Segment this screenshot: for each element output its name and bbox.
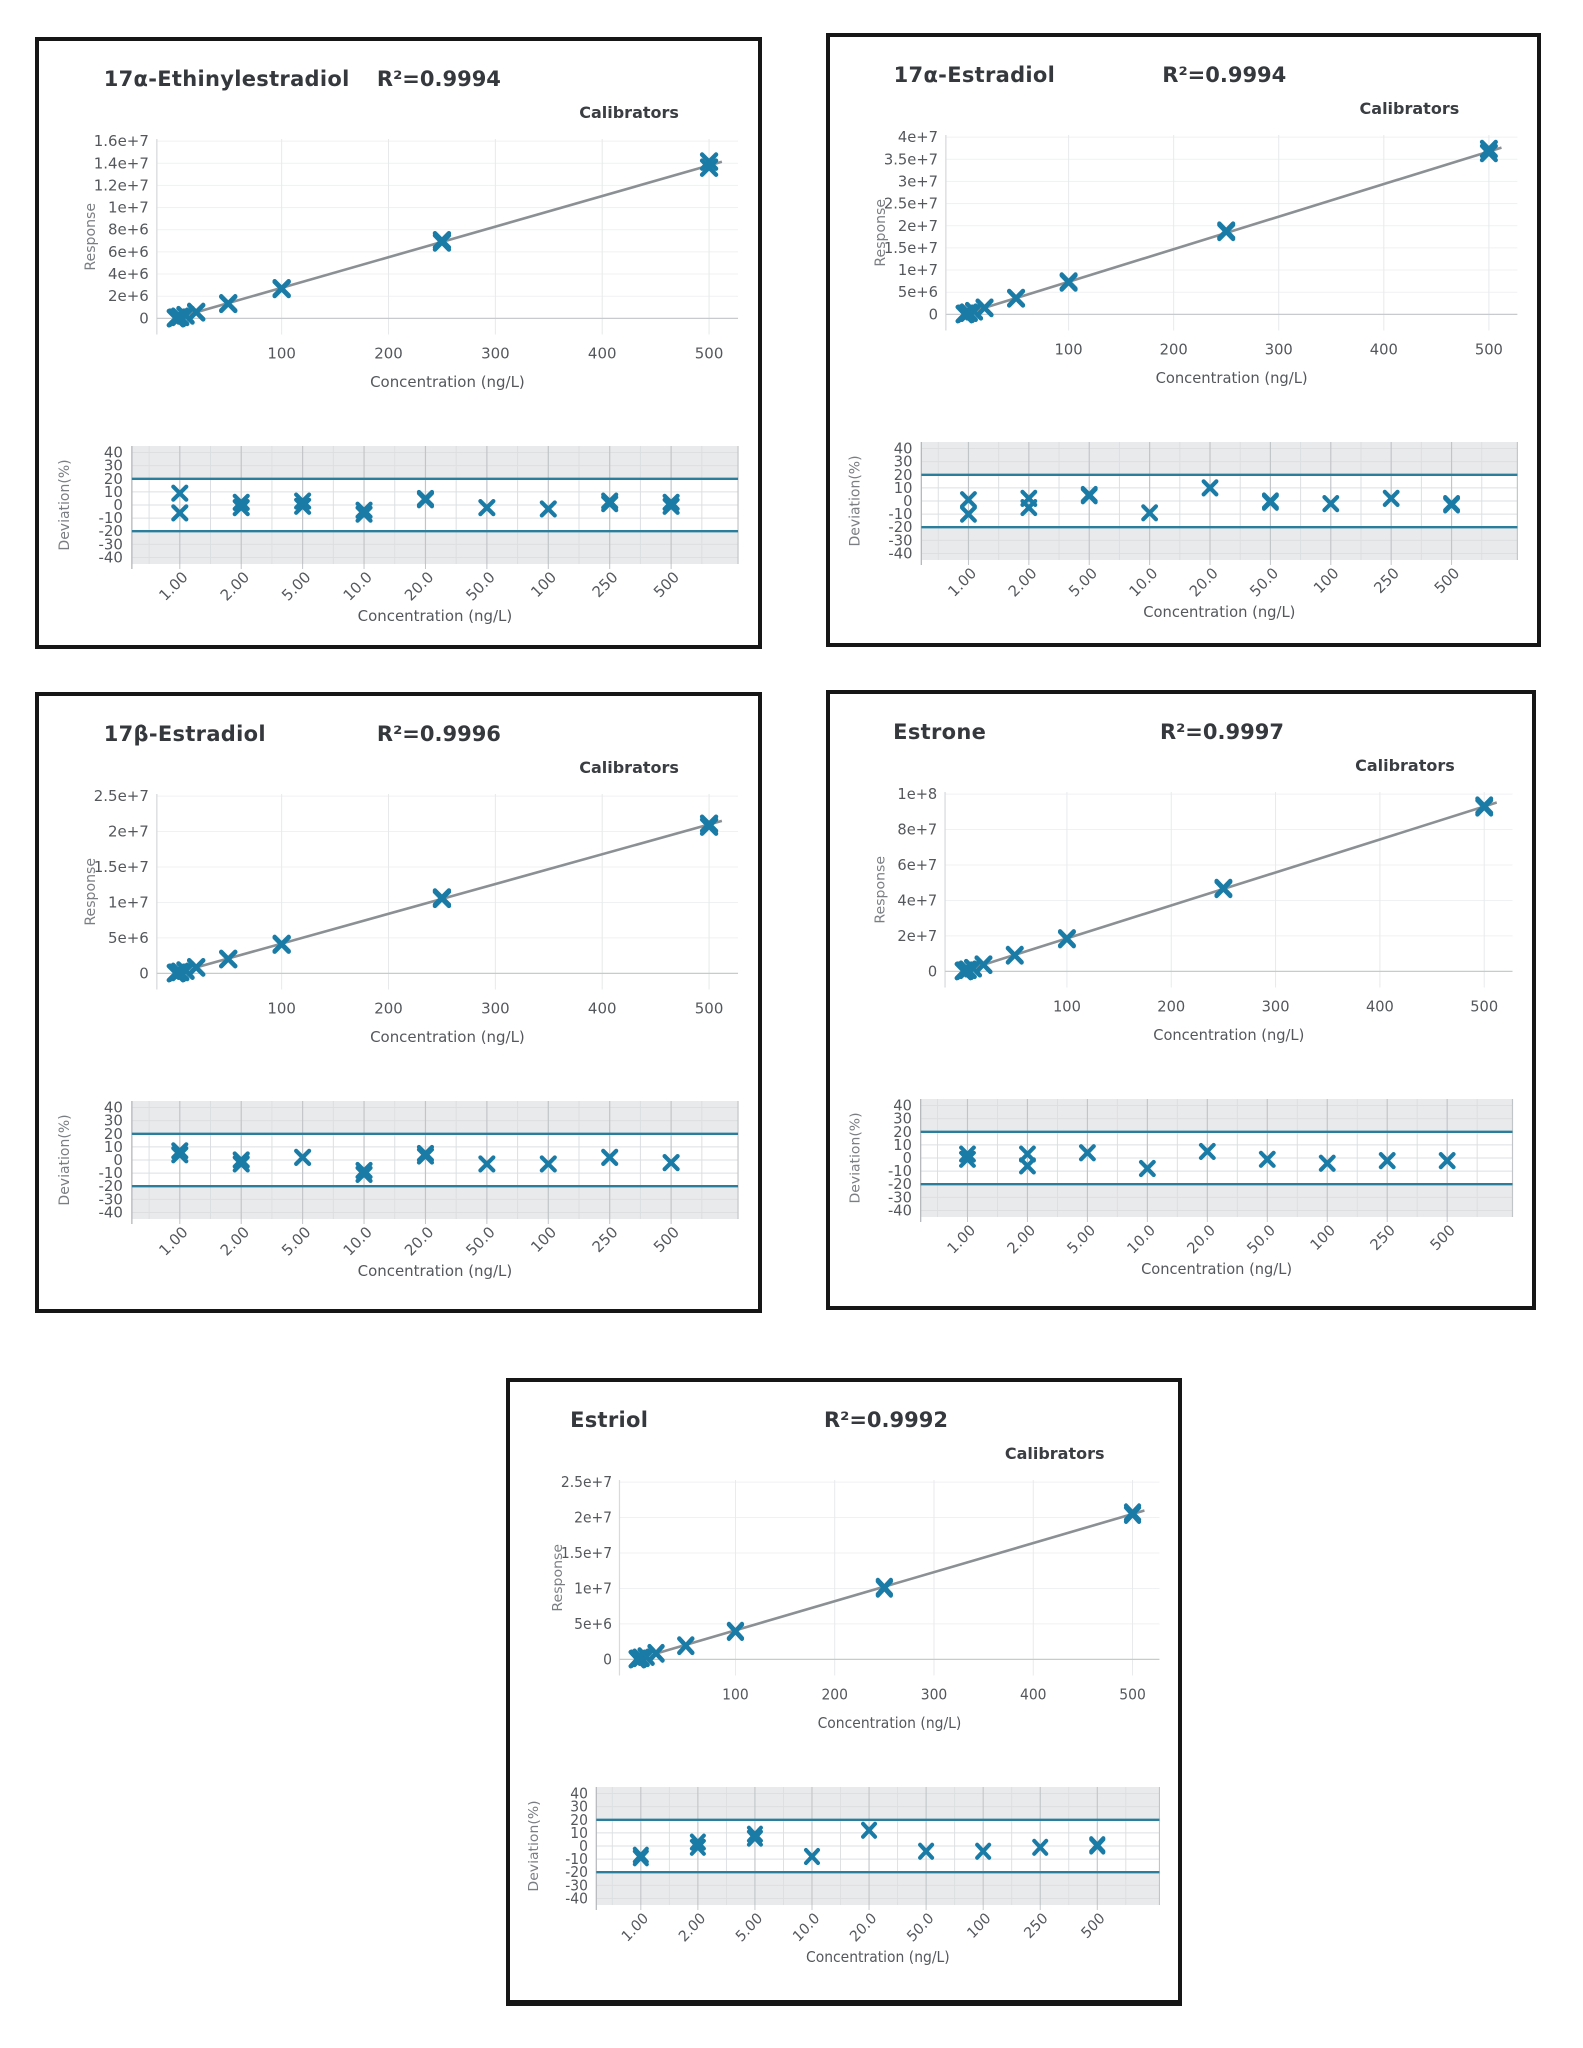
- svg-text:-30: -30: [888, 531, 913, 550]
- panel-title: 17β-Estradiol: [103, 722, 266, 746]
- svg-text:0: 0: [113, 1150, 123, 1170]
- svg-text:5.00: 5.00: [1065, 564, 1101, 601]
- svg-text:-30: -30: [888, 1189, 912, 1207]
- svg-text:10.0: 10.0: [1124, 1221, 1159, 1258]
- panel-title: Estrone: [893, 720, 987, 744]
- svg-text:20: 20: [570, 1812, 588, 1829]
- calibration-curve-chart: [39, 786, 758, 1058]
- svg-text:-20: -20: [888, 1176, 912, 1194]
- svg-text:10: 10: [103, 1137, 123, 1156]
- svg-text:40: 40: [103, 443, 123, 462]
- svg-text:100: 100: [267, 999, 296, 1018]
- svg-text:0: 0: [927, 962, 938, 981]
- svg-text:30: 30: [103, 456, 123, 475]
- svg-text:5.00: 5.00: [1064, 1221, 1099, 1258]
- svg-text:500: 500: [650, 1223, 683, 1257]
- svg-text:1.00: 1.00: [155, 1223, 192, 1260]
- svg-text:0: 0: [139, 309, 149, 328]
- svg-text:400: 400: [1365, 997, 1394, 1016]
- legend-label: Calibrators: [1355, 756, 1455, 775]
- svg-text:Response: Response: [872, 855, 889, 924]
- svg-text:1e+7: 1e+7: [897, 260, 939, 280]
- svg-text:Concentration (ng/L): Concentration (ng/L): [357, 1261, 513, 1281]
- svg-text:10.0: 10.0: [339, 1223, 376, 1260]
- svg-text:-20: -20: [98, 522, 123, 541]
- svg-text:1.2e+7: 1.2e+7: [93, 176, 149, 195]
- svg-text:Response: Response: [82, 202, 99, 271]
- svg-text:500: 500: [1427, 1221, 1459, 1255]
- svg-text:1.5e+7: 1.5e+7: [883, 238, 939, 257]
- svg-text:500: 500: [694, 999, 724, 1018]
- svg-text:-40: -40: [98, 548, 123, 567]
- legend-label: Calibrators: [1359, 99, 1460, 118]
- svg-text:0: 0: [603, 1651, 613, 1669]
- svg-text:-40: -40: [98, 1203, 123, 1222]
- svg-text:-40: -40: [888, 1202, 912, 1220]
- deviation-chart: [830, 425, 1537, 625]
- svg-text:4e+6: 4e+6: [108, 265, 149, 284]
- chart-legend: [510, 1444, 1178, 1470]
- svg-text:50.0: 50.0: [1243, 1221, 1279, 1258]
- svg-text:-10: -10: [98, 1164, 123, 1183]
- svg-text:400: 400: [1019, 1687, 1047, 1704]
- panel-header: [39, 67, 758, 97]
- svg-text:250: 250: [1021, 1910, 1052, 1943]
- svg-text:2.00: 2.00: [1004, 564, 1041, 601]
- svg-text:-40: -40: [888, 544, 913, 563]
- svg-text:Deviation(%): Deviation(%): [847, 455, 864, 547]
- svg-text:40: 40: [570, 1786, 588, 1803]
- svg-text:300: 300: [1264, 340, 1293, 359]
- svg-text:1.4e+7: 1.4e+7: [93, 154, 149, 173]
- svg-text:500: 500: [1119, 1687, 1146, 1704]
- svg-text:1.5e+7: 1.5e+7: [93, 857, 149, 877]
- svg-text:2.5e+7: 2.5e+7: [883, 194, 939, 213]
- svg-text:20.0: 20.0: [400, 568, 438, 605]
- svg-text:500: 500: [1474, 340, 1503, 359]
- panel-title: Estriol: [570, 1408, 649, 1432]
- svg-text:400: 400: [1369, 340, 1398, 359]
- svg-text:0: 0: [579, 1838, 588, 1856]
- svg-text:2.00: 2.00: [676, 1910, 709, 1946]
- svg-text:200: 200: [1157, 997, 1186, 1016]
- svg-text:2.00: 2.00: [1004, 1221, 1040, 1258]
- svg-text:Concentration (ng/L): Concentration (ng/L): [370, 1027, 525, 1046]
- svg-text:5.00: 5.00: [278, 568, 315, 605]
- svg-text:200: 200: [1159, 340, 1188, 359]
- calibration-curve-chart: [830, 784, 1532, 1056]
- svg-text:-30: -30: [98, 1190, 123, 1209]
- svg-text:1.00: 1.00: [944, 564, 981, 601]
- svg-text:Response: Response: [873, 198, 889, 267]
- svg-text:1.6e+7: 1.6e+7: [93, 132, 149, 151]
- svg-text:0: 0: [139, 964, 149, 983]
- panel-title: 17α-Ethinylestradiol: [103, 67, 350, 91]
- svg-text:100: 100: [1309, 564, 1343, 598]
- svg-text:-10: -10: [888, 504, 913, 524]
- svg-text:50.0: 50.0: [462, 568, 499, 605]
- svg-text:Concentration (ng/L): Concentration (ng/L): [806, 1949, 950, 1967]
- svg-text:4e+7: 4e+7: [897, 127, 939, 147]
- svg-text:0: 0: [902, 1149, 912, 1168]
- svg-text:300: 300: [481, 344, 510, 363]
- svg-text:1e+7: 1e+7: [574, 1581, 613, 1598]
- svg-text:Response: Response: [550, 1543, 566, 1612]
- svg-text:20.0: 20.0: [400, 1223, 438, 1260]
- chart-legend: [39, 103, 758, 129]
- svg-text:50.0: 50.0: [462, 1223, 499, 1260]
- svg-text:30: 30: [893, 1110, 912, 1128]
- svg-text:1e+8: 1e+8: [897, 784, 938, 804]
- svg-text:10: 10: [893, 478, 913, 497]
- svg-text:10: 10: [103, 482, 123, 501]
- svg-text:100: 100: [1052, 997, 1081, 1016]
- svg-text:Concentration (ng/L): Concentration (ng/L): [817, 1715, 962, 1733]
- svg-text:200: 200: [374, 999, 403, 1018]
- svg-text:1.00: 1.00: [155, 568, 192, 605]
- svg-text:10.0: 10.0: [339, 568, 376, 605]
- svg-text:1e+7: 1e+7: [108, 893, 149, 912]
- svg-text:50.0: 50.0: [904, 1910, 938, 1946]
- r2-value: R²=0.9992: [823, 1408, 948, 1432]
- svg-text:1.00: 1.00: [944, 1221, 980, 1258]
- svg-text:10.0: 10.0: [790, 1910, 824, 1946]
- panel-17a-estradiol: [826, 33, 1541, 647]
- svg-text:100: 100: [527, 568, 561, 602]
- deviation-chart: [39, 429, 758, 629]
- svg-text:20: 20: [893, 465, 913, 484]
- svg-text:Concentration (ng/L): Concentration (ng/L): [357, 606, 513, 626]
- svg-text:Response: Response: [82, 857, 99, 926]
- r2-value: R²=0.9996: [376, 722, 501, 746]
- svg-text:400: 400: [587, 999, 617, 1018]
- svg-text:1e+7: 1e+7: [108, 198, 149, 217]
- svg-text:5.00: 5.00: [733, 1910, 767, 1946]
- legend-label: Calibrators: [579, 103, 679, 122]
- svg-text:2.5e+7: 2.5e+7: [560, 1474, 613, 1492]
- svg-text:10: 10: [570, 1825, 588, 1843]
- svg-text:-20: -20: [888, 518, 913, 537]
- svg-text:Concentration (ng/L): Concentration (ng/L): [1155, 368, 1308, 387]
- svg-text:500: 500: [1430, 564, 1464, 598]
- svg-text:3.5e+7: 3.5e+7: [883, 150, 939, 169]
- svg-text:Deviation(%): Deviation(%): [56, 459, 73, 551]
- svg-text:0: 0: [113, 495, 123, 515]
- calibration-curve-chart: [39, 131, 758, 403]
- svg-text:10.0: 10.0: [1125, 564, 1162, 601]
- svg-text:0: 0: [903, 491, 913, 511]
- svg-text:20.0: 20.0: [847, 1910, 881, 1946]
- svg-text:40: 40: [893, 439, 913, 458]
- svg-text:20: 20: [893, 1123, 912, 1141]
- svg-text:2.5e+7: 2.5e+7: [93, 787, 149, 806]
- svg-text:2e+7: 2e+7: [108, 822, 149, 841]
- svg-text:Deviation(%): Deviation(%): [847, 1112, 864, 1204]
- svg-text:250: 250: [1367, 1221, 1399, 1255]
- panel-header: [830, 720, 1532, 750]
- legend-label: Calibrators: [579, 758, 679, 777]
- svg-text:400: 400: [587, 344, 617, 363]
- panel-header: [830, 63, 1537, 93]
- svg-text:5.00: 5.00: [278, 1223, 315, 1260]
- svg-text:300: 300: [481, 999, 510, 1018]
- svg-text:1.5e+7: 1.5e+7: [560, 1545, 613, 1563]
- svg-text:40: 40: [103, 1098, 123, 1117]
- r2-value: R²=0.9997: [1159, 720, 1284, 744]
- svg-text:Concentration (ng/L): Concentration (ng/L): [1143, 602, 1296, 622]
- svg-text:-10: -10: [565, 1851, 588, 1869]
- svg-text:2e+7: 2e+7: [897, 216, 939, 235]
- svg-text:250: 250: [1370, 564, 1403, 598]
- svg-text:Concentration (ng/L): Concentration (ng/L): [1153, 1025, 1305, 1044]
- svg-text:8e+6: 8e+6: [108, 220, 149, 239]
- svg-text:2e+6: 2e+6: [108, 287, 149, 306]
- svg-text:500: 500: [1078, 1910, 1109, 1943]
- svg-text:40: 40: [893, 1097, 912, 1115]
- svg-text:4e+7: 4e+7: [897, 891, 938, 910]
- svg-text:2e+7: 2e+7: [897, 926, 938, 946]
- panel-estriol: [506, 1378, 1182, 2006]
- svg-text:-30: -30: [565, 1877, 588, 1895]
- svg-text:500: 500: [694, 344, 724, 363]
- chart-legend: [830, 756, 1532, 782]
- svg-text:20: 20: [103, 469, 123, 488]
- svg-text:500: 500: [1470, 997, 1499, 1016]
- svg-text:200: 200: [374, 344, 403, 363]
- svg-text:Deviation(%): Deviation(%): [526, 1800, 542, 1892]
- svg-text:10: 10: [893, 1136, 912, 1154]
- svg-text:-10: -10: [98, 509, 123, 528]
- svg-text:-30: -30: [98, 535, 123, 554]
- r2-value: R²=0.9994: [1162, 63, 1287, 87]
- svg-text:1.00: 1.00: [619, 1910, 652, 1946]
- svg-text:8e+7: 8e+7: [897, 820, 938, 839]
- svg-text:50.0: 50.0: [1246, 564, 1283, 601]
- svg-text:Concentration (ng/L): Concentration (ng/L): [370, 372, 525, 391]
- svg-text:100: 100: [527, 1223, 561, 1257]
- svg-text:100: 100: [1054, 340, 1083, 359]
- panel-title: 17α-Estradiol: [893, 63, 1056, 87]
- chart-legend: [39, 758, 758, 784]
- svg-text:-20: -20: [565, 1864, 588, 1882]
- calibration-curve-chart: [830, 127, 1537, 399]
- svg-text:-10: -10: [888, 1162, 912, 1181]
- panel-17a-ethinylestradiol: [35, 37, 762, 649]
- svg-text:100: 100: [964, 1910, 995, 1943]
- svg-text:300: 300: [1261, 997, 1290, 1016]
- r2-value: R²=0.9994: [376, 67, 501, 91]
- svg-text:5e+6: 5e+6: [574, 1616, 613, 1634]
- svg-text:200: 200: [821, 1687, 849, 1704]
- svg-text:250: 250: [588, 1223, 622, 1257]
- svg-text:5e+6: 5e+6: [897, 283, 939, 302]
- svg-text:30: 30: [103, 1111, 123, 1130]
- svg-text:30: 30: [570, 1799, 588, 1816]
- svg-text:100: 100: [1307, 1221, 1339, 1255]
- svg-text:20.0: 20.0: [1184, 1221, 1219, 1258]
- calibration-curve-chart: [510, 1472, 1178, 1744]
- svg-text:0: 0: [928, 305, 939, 324]
- svg-text:250: 250: [588, 568, 622, 602]
- panel-header: [510, 1408, 1178, 1438]
- svg-text:2e+7: 2e+7: [574, 1510, 613, 1527]
- panel-17b-estradiol: [35, 692, 762, 1313]
- svg-text:3e+7: 3e+7: [897, 172, 939, 191]
- svg-text:300: 300: [920, 1687, 948, 1704]
- chart-legend: [830, 99, 1537, 125]
- legend-label: Calibrators: [1004, 1444, 1105, 1463]
- svg-text:100: 100: [722, 1687, 749, 1704]
- deviation-chart: [39, 1084, 758, 1284]
- svg-text:-20: -20: [98, 1177, 123, 1196]
- svg-text:100: 100: [267, 344, 296, 363]
- svg-text:-40: -40: [565, 1891, 588, 1908]
- svg-text:Concentration (ng/L): Concentration (ng/L): [1141, 1260, 1293, 1279]
- svg-text:30: 30: [893, 452, 913, 471]
- panel-header: [39, 722, 758, 752]
- svg-text:20: 20: [103, 1124, 123, 1143]
- svg-text:6e+6: 6e+6: [108, 242, 149, 261]
- svg-text:Deviation(%): Deviation(%): [56, 1114, 73, 1206]
- svg-text:2.00: 2.00: [216, 568, 254, 605]
- deviation-chart: [510, 1770, 1178, 1970]
- deviation-chart: [830, 1082, 1532, 1282]
- svg-text:5e+6: 5e+6: [108, 928, 149, 947]
- panel-estrone: [826, 690, 1536, 1310]
- svg-text:6e+7: 6e+7: [897, 855, 938, 875]
- svg-text:2.00: 2.00: [216, 1223, 254, 1260]
- svg-text:500: 500: [650, 568, 683, 602]
- svg-text:20.0: 20.0: [1185, 564, 1222, 601]
